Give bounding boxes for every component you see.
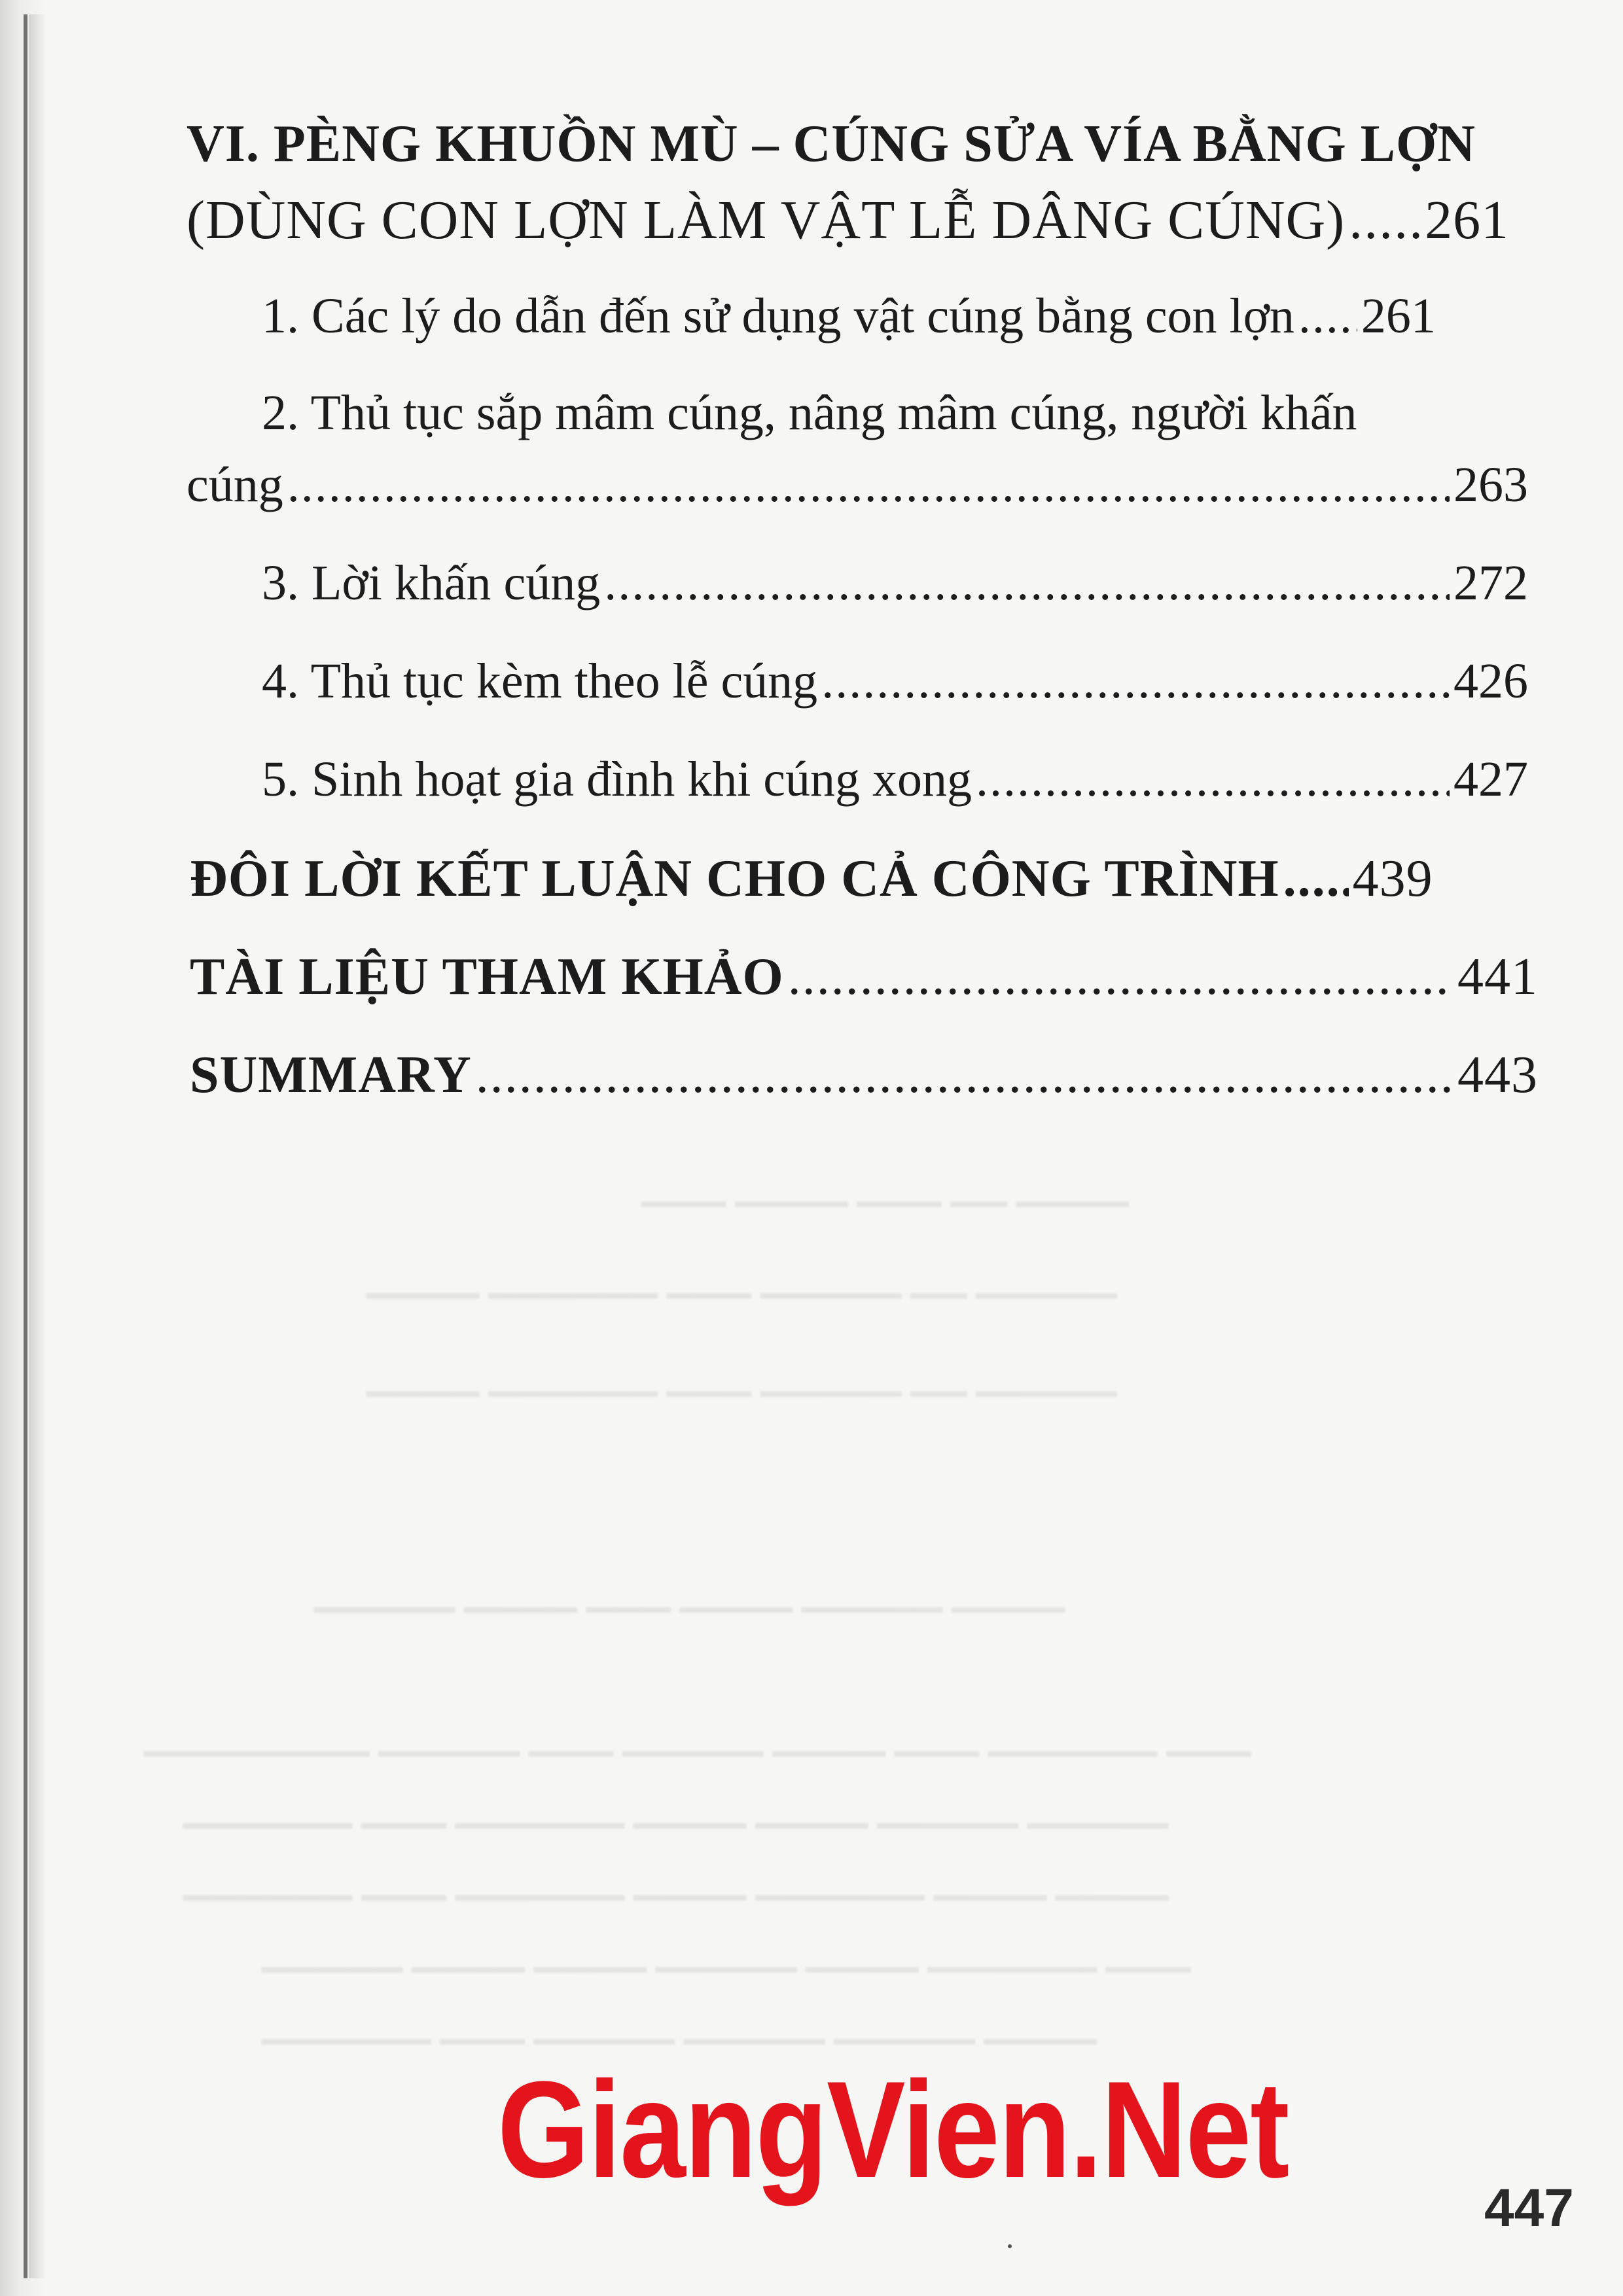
leader-dots bbox=[1298, 288, 1357, 345]
bleed-through-line: ▁▁▁▁▁ ▁▁ ▁▁▁▁▁ ▁▁▁ ▁▁▁▁▁▁ ▁▁▁▁ bbox=[366, 1356, 1117, 1396]
entry-label: 4. Thủ tục kèm theo lễ cúng bbox=[262, 654, 818, 709]
leader-dots bbox=[476, 1046, 1454, 1105]
entry-label-line2: cúng bbox=[187, 457, 283, 512]
page-ref: 443 bbox=[1457, 1046, 1538, 1104]
entry-label: 3. Lời khấn cúng bbox=[262, 556, 601, 610]
page-ref: 427 bbox=[1454, 752, 1528, 807]
bleed-through-line: ▁▁▁▁ ▁▁▁▁ ▁▁▁▁▁▁ ▁▁▁▁ ▁▁▁▁▁▁ ▁▁▁ ▁▁▁▁▁▁ bbox=[183, 1860, 1169, 1900]
spine-shadow bbox=[29, 14, 46, 2278]
toc-entry-item-4 bbox=[262, 653, 1528, 710]
leader-dots bbox=[1283, 849, 1349, 909]
section-heading-line1: VI. PÈNG KHUỒN MÙ – CÚNG SỬA VÍA BẰNG LỢN bbox=[187, 115, 1476, 173]
entry-label: 5. Sinh hoạt gia đình khi cúng xong bbox=[262, 752, 972, 807]
page-number: 447 bbox=[1484, 2178, 1574, 2238]
leader-dots bbox=[821, 653, 1450, 710]
entry-label: 1. Các lý do dẫn đến sử dụng vật cúng bằng con lợn bbox=[262, 289, 1294, 344]
toc-entry-item-3 bbox=[262, 555, 1528, 612]
leader-dots bbox=[604, 555, 1450, 612]
page-ref: 441 bbox=[1457, 948, 1538, 1006]
leader-dots bbox=[788, 947, 1454, 1007]
print-speck bbox=[1008, 2244, 1012, 2248]
entry-label: SUMMARY bbox=[190, 1046, 472, 1104]
section-heading-line2: (DÙNG CON LỢN LÀM VẬT LỄ DÂNG CÚNG) bbox=[187, 190, 1346, 251]
toc-entry-item-2 bbox=[187, 457, 1528, 514]
leader-dots bbox=[976, 751, 1450, 808]
bleed-through-line: ▁▁▁▁ ▁▁▁▁▁ ▁▁▁▁▁ ▁▁▁▁▁ ▁▁▁ ▁▁▁▁▁▁ bbox=[262, 2004, 1097, 2044]
bleed-through-line: ▁▁▁ ▁▁▁▁▁▁ ▁▁▁▁ ▁▁▁▁▁ ▁▁▁▁ ▁▁▁▁ ▁▁▁▁▁ bbox=[262, 1932, 1191, 1972]
page-spine-edge bbox=[24, 14, 27, 2278]
toc-entry-item-5 bbox=[262, 751, 1528, 808]
leader-dots bbox=[287, 457, 1450, 514]
entry-label-line1: 2. Thủ tục sắp mâm cúng, nâng mâm cúng, người khấn bbox=[262, 385, 1357, 440]
entry-label: TÀI LIỆU THAM KHẢO bbox=[190, 948, 784, 1006]
toc-entry-references bbox=[190, 947, 1538, 1007]
bleed-through-line: ▁▁▁ ▁▁▁▁▁▁ ▁▁▁ ▁▁▁▁ ▁▁▁▁▁ ▁▁▁ ▁▁▁▁▁ ▁▁▁▁▁▁▁▁ bbox=[144, 1716, 1251, 1756]
leader-dots bbox=[1349, 188, 1421, 252]
bleed-through-line: ▁▁▁▁ ▁▁ ▁▁▁ ▁▁▁▁ ▁▁▁ bbox=[641, 1166, 1130, 1207]
bleed-through-line: ▁▁▁▁ ▁▁▁▁▁ ▁▁▁▁ ▁▁▁ ▁▁▁▁ ▁▁▁▁▁ bbox=[314, 1572, 1065, 1612]
toc-entry-conclusion bbox=[190, 849, 1538, 909]
page-ref: 261 bbox=[1361, 289, 1436, 344]
page-ref: 261 bbox=[1425, 190, 1510, 251]
page-ref: 439 bbox=[1352, 850, 1433, 908]
page-ref: 272 bbox=[1454, 556, 1528, 610]
bleed-through-line: ▁▁▁▁▁ ▁▁ ▁▁▁▁▁ ▁▁▁ ▁▁▁▁▁▁ ▁▁▁▁ bbox=[366, 1258, 1117, 1298]
watermark-logo: GiangVien.Net bbox=[497, 2053, 1289, 2206]
page-ref: 426 bbox=[1454, 654, 1528, 709]
entry-label: ĐÔI LỜI KẾT LUẬN CHO CẢ CÔNG TRÌNH bbox=[190, 850, 1279, 908]
toc-entry-item-1 bbox=[262, 288, 1525, 345]
toc-entry-section-vi bbox=[187, 188, 1535, 252]
toc-entry-summary bbox=[190, 1046, 1538, 1105]
bleed-through-line: ▁▁▁▁▁ ▁▁▁▁▁ ▁▁▁▁ ▁▁▁▁ ▁▁▁▁▁▁ ▁▁▁ ▁▁▁▁▁▁ bbox=[183, 1788, 1169, 1828]
page-ref: 263 bbox=[1454, 457, 1528, 512]
